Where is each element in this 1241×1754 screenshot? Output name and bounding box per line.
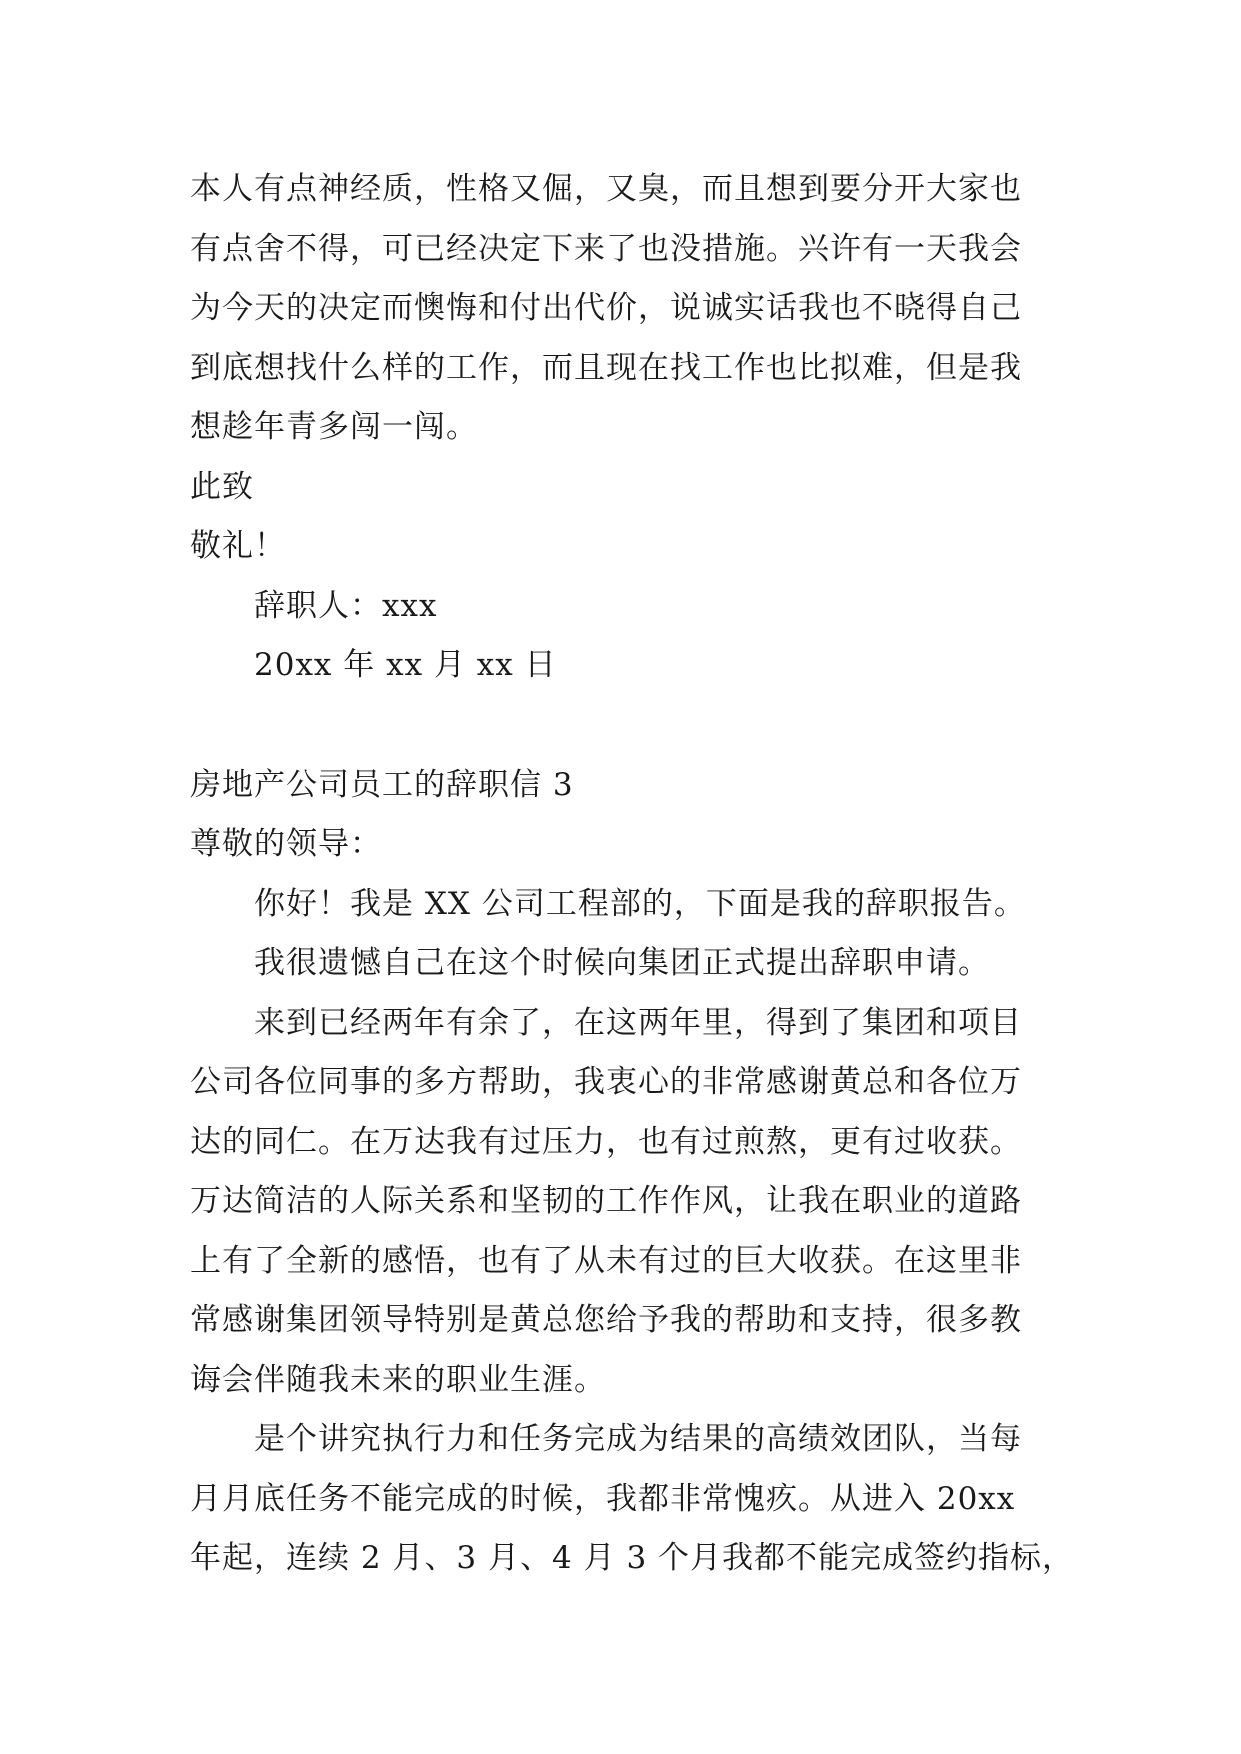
- text-line: 来到已经两年有余了，在这两年里，得到了集团和项目: [254, 1004, 1022, 1041]
- text-line: 年起，连续 2 月、3 月、4 月 3 个月我都不能完成签约指标，: [190, 1540, 1075, 1576]
- letter-title: 房地产公司员工的辞职信 3: [190, 766, 574, 803]
- paragraph-resignation-reason: [190, 160, 1070, 458]
- text-line: 想趁年青多闯一闯。: [190, 409, 478, 445]
- paragraph-performance: [190, 1410, 1075, 1589]
- signature-name: 辞职人：xxx: [254, 587, 438, 624]
- text-line: 诲会伴随我未来的职业生涯。: [190, 1361, 606, 1398]
- text-line: 是个讲究执行力和任务完成为结果的高绩效团队，当每: [254, 1421, 1022, 1457]
- closing-jingli: 敬礼！: [190, 528, 286, 564]
- section-gap: [190, 696, 1070, 756]
- text-line: 万达简洁的人际关系和坚韧的工作作风，让我在职业的道路: [190, 1183, 1022, 1219]
- paragraph-gratitude: [190, 994, 1070, 1411]
- text-line: 有点舍不得，可已经决定下来了也没措施。兴许有一天我会: [190, 230, 1022, 267]
- text-line: 常感谢集团领导特别是黄总您给予我的帮助和支持，很多教: [190, 1302, 1022, 1338]
- text-line: 本人有点神经质，性格又倔，又臭，而且想到要分开大家也: [190, 171, 1022, 207]
- paragraph-greeting: 你好！我是 XX 公司工程部的，下面是我的辞职报告。: [254, 885, 1026, 922]
- text-line: 达的同仁。在万达我有过压力，也有过煎熬，更有过收获。: [190, 1123, 1022, 1160]
- text-line: 月月底任务不能完成的时候，我都非常愧疚。从进入 20xx: [190, 1480, 1016, 1517]
- paragraph-regret: 我很遗憾自己在这个时候向集团正式提出辞职申请。: [254, 945, 990, 981]
- signature-date: 20xx 年 xx 月 xx 日: [254, 647, 557, 683]
- text-line: 到底想找什么样的工作，而且现在找工作也比拟难，但是我: [190, 349, 1022, 386]
- text-line: 为今天的决定而懊悔和付出代价，说诚实话我也不晓得自己: [190, 290, 1022, 326]
- closing-cizhi: 此致: [190, 468, 254, 505]
- text-line: 上有了全新的感悟，也有了从未有过的巨大收获。在这里非: [190, 1242, 1022, 1279]
- letter-salutation: 尊敬的领导：: [190, 826, 382, 862]
- document-body: [190, 160, 1075, 1589]
- text-line: 公司各位同事的多方帮助，我衷心的非常感谢黄总和各位万: [190, 1064, 1022, 1100]
